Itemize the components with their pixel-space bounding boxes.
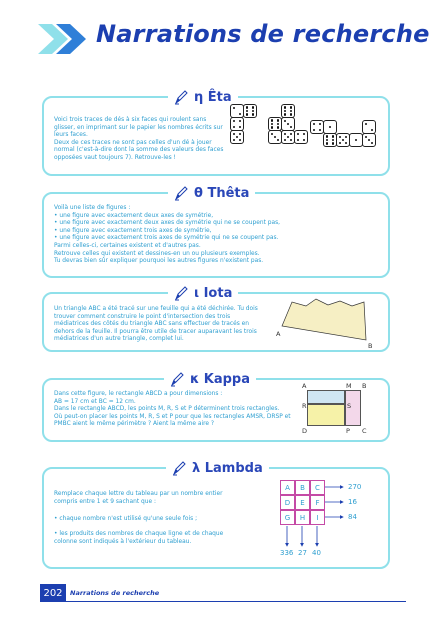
- die-pip: [339, 136, 342, 139]
- die-pip: [277, 123, 280, 126]
- die-pip: [233, 107, 236, 110]
- die-face: [230, 117, 244, 131]
- die-pip: [252, 106, 255, 109]
- die-pip: [345, 142, 348, 145]
- kappa-label-m: M: [346, 382, 352, 390]
- die-pip: [297, 139, 300, 142]
- die-face: [362, 133, 376, 147]
- grid-cell: B: [295, 480, 310, 495]
- die-pip: [332, 142, 335, 145]
- pencil-icon: [174, 285, 188, 301]
- pencil-icon: [174, 185, 188, 201]
- die-pip: [290, 133, 293, 136]
- die-face: [294, 130, 308, 144]
- kappa-label-r: R: [302, 402, 307, 410]
- eta-paragraph-2: Deux de ces traces ne sont pas celles d'un dé à jouer normal (c'est-à-dire dont la somme des valeurs des faces opposées vaut toujours 7). Retrouve-les !: [54, 139, 224, 161]
- pencil-icon: [172, 460, 186, 476]
- die-pip: [371, 142, 374, 145]
- die-face: [281, 117, 295, 131]
- die-pip: [287, 123, 290, 126]
- row-product: 84: [348, 513, 357, 521]
- die-pip: [365, 123, 368, 126]
- die-pip: [290, 126, 293, 129]
- section-theta-title: θ Thêta: [194, 185, 250, 201]
- iota-label-b: B: [368, 342, 373, 350]
- die-pip: [239, 113, 242, 116]
- page-number: 202: [40, 584, 66, 602]
- section-kappa-title: κ Kappa: [190, 371, 250, 387]
- theta-line: • une figure avec exactement trois axes de symétrie qui ne se coupent pas.: [54, 235, 279, 242]
- theta-line: • une figure avec exactement deux axes de symétrie qui ne se coupent pas,: [54, 220, 281, 227]
- die-pip: [313, 129, 316, 132]
- iota-label-a: A: [276, 330, 281, 338]
- pencil-icon: [170, 371, 184, 387]
- grid-cell: H: [295, 510, 310, 525]
- die-pip: [271, 119, 274, 122]
- die-pip: [277, 139, 280, 142]
- pencil-icon: [174, 89, 188, 105]
- grid-cell: I: [310, 510, 325, 525]
- die-pip: [233, 133, 236, 136]
- die-face: [362, 120, 376, 134]
- die-pip: [329, 126, 332, 129]
- footer-rule: [66, 601, 406, 602]
- die-face: [230, 104, 244, 118]
- die-pip: [252, 110, 255, 113]
- die-pip: [365, 136, 368, 139]
- die-face: [268, 130, 282, 144]
- die-face: [336, 133, 350, 147]
- die-pip: [271, 133, 274, 136]
- die-pip: [239, 120, 242, 123]
- section-theta-header: [168, 183, 255, 203]
- die-pip: [290, 113, 293, 116]
- die-pip: [284, 133, 287, 136]
- section-lambda-title: λ Lambda: [192, 460, 263, 476]
- die-face: [310, 120, 324, 134]
- die-pip: [332, 135, 335, 138]
- section-eta-header: [168, 87, 238, 107]
- die-face: [230, 130, 244, 144]
- theta-line: • une figure avec exactement trois axes de symétrie,: [54, 227, 212, 234]
- kappa-label-s: S: [347, 402, 352, 410]
- die-pip: [326, 142, 329, 145]
- theta-line: Tu devras bien sûr expliquer pourquoi les autres figures n'existent pas.: [54, 258, 264, 265]
- die-pip: [326, 135, 329, 138]
- header-chevrons-icon: [38, 22, 94, 56]
- die-pip: [313, 123, 316, 126]
- die-pip: [297, 133, 300, 136]
- kappa-line: AB = 17 cm et BC = 12 cm.: [54, 398, 136, 405]
- kappa-label-b: B: [362, 382, 367, 390]
- die-face: [243, 104, 257, 118]
- rectangle-amsr: [307, 390, 345, 404]
- die-pip: [303, 133, 306, 136]
- die-pip: [290, 110, 293, 113]
- rectangle-drsp: [307, 404, 345, 426]
- die-pip: [274, 136, 277, 139]
- die-pip: [290, 139, 293, 142]
- section-lambda-header: [166, 458, 269, 478]
- grid-cell: F: [310, 495, 325, 510]
- row-product: 16: [348, 498, 357, 506]
- footer-text: Narrations de recherche: [70, 589, 160, 597]
- die-pip: [332, 139, 335, 142]
- die-pip: [284, 139, 287, 142]
- die-pip: [284, 110, 287, 113]
- die-pip: [271, 126, 274, 129]
- theta-line: • une figure avec exactement deux axes de symétrie,: [54, 212, 214, 219]
- grid-cell: G: [280, 510, 295, 525]
- die-pip: [368, 139, 371, 142]
- grid-cell: A: [280, 480, 295, 495]
- eta-text: [54, 117, 226, 163]
- die-pip: [233, 126, 236, 129]
- lambda-rule-2: • les produits des nombres de chaque ligne et de chaque colonne sont indiqués à l'extérieur du tableau.: [54, 531, 224, 545]
- grid-cell: C: [310, 480, 325, 495]
- die-pip: [345, 136, 348, 139]
- die-pip: [252, 113, 255, 116]
- die-pip: [271, 123, 274, 126]
- die-face: [349, 133, 363, 147]
- row-product: 270: [348, 483, 362, 491]
- kappa-text: [54, 391, 294, 429]
- die-pip: [277, 119, 280, 122]
- kappa-label-a: A: [302, 382, 307, 390]
- section-kappa-header: [164, 369, 256, 389]
- die-pip: [284, 113, 287, 116]
- kappa-line: Où peut-on placer les points M, R, S et P pour que les rectangles AMSR, DRSP et PMBC aient le même périmètre ? Aient la même aire ?: [54, 413, 291, 428]
- die-pip: [339, 142, 342, 145]
- lambda-rule-1: • chaque nombre n'est utilisé qu'une seule fois ;: [54, 516, 198, 522]
- die-pip: [342, 139, 345, 142]
- col-product: 40: [312, 549, 321, 557]
- die-pip: [290, 106, 293, 109]
- iota-paragraph: Un triangle ABC a été tracé sur une feuille qui a été déchirée. Tu dois trouver comment construire le point d'intersection des trois médiatrices des côtés du triangle ABC sans effectuer de tracés en dehors de la feuille. Il pourra être utile de tracer auparavant les trois médiatrices d'un autre triangle, complet lui.: [54, 306, 258, 343]
- die-pip: [246, 106, 249, 109]
- die-pip: [236, 136, 239, 139]
- torn-triangle-figure: [270, 296, 380, 352]
- die-face: [323, 133, 337, 147]
- page-title: Narrations de recherche: [96, 20, 430, 48]
- theta-line: Voilà une liste de figures :: [54, 205, 131, 211]
- die-pip: [326, 139, 329, 142]
- kappa-line: Dans cette figure, le rectangle ABCD a pour dimensions :: [54, 391, 223, 397]
- die-face: [281, 130, 295, 144]
- grid-cell: E: [295, 495, 310, 510]
- die-pip: [277, 126, 280, 129]
- die-face: [323, 120, 337, 134]
- lambda-intro: Remplace chaque lettre du tableau par un nombre entier compris entre 1 et 9 sachant que :: [54, 491, 223, 505]
- col-product: 336: [280, 549, 294, 557]
- kappa-line: Dans le rectangle ABCD, les points M, R, S et P déterminent trois rectangles.: [54, 406, 280, 413]
- theta-line: Retrouve celles qui existent et dessines-en un ou plusieurs exemples.: [54, 250, 260, 257]
- kappa-label-d: D: [302, 427, 308, 435]
- kappa-label-p: P: [346, 427, 350, 435]
- die-pip: [246, 113, 249, 116]
- theta-line: Parmi celles-ci, certaines existent et d'autres pas.: [54, 242, 201, 249]
- die-face: [281, 104, 295, 118]
- theta-text: [54, 205, 380, 266]
- section-iota-title: ι Iota: [194, 285, 233, 301]
- section-iota-header: [168, 283, 238, 303]
- col-product: 27: [298, 549, 307, 557]
- die-pip: [239, 133, 242, 136]
- grid-cell: D: [280, 495, 295, 510]
- die-pip: [239, 139, 242, 142]
- die-pip: [319, 129, 322, 132]
- die-pip: [284, 120, 287, 123]
- die-pip: [303, 139, 306, 142]
- kappa-label-c: C: [362, 427, 367, 435]
- die-pip: [233, 139, 236, 142]
- die-pip: [246, 110, 249, 113]
- die-pip: [284, 106, 287, 109]
- die-face: [268, 117, 282, 131]
- die-pip: [355, 139, 358, 142]
- iota-text: [54, 306, 264, 344]
- die-pip: [371, 129, 374, 132]
- die-pip: [287, 136, 290, 139]
- eta-paragraph-1: Voici trois traces de dés à six faces qui roulent sans glisser, en imprimant sur le papier les nombres écrits sur leurs faces.: [54, 117, 223, 139]
- section-eta-title: η Êta: [194, 89, 232, 105]
- die-pip: [233, 120, 236, 123]
- die-pip: [239, 126, 242, 129]
- die-pip: [319, 123, 322, 126]
